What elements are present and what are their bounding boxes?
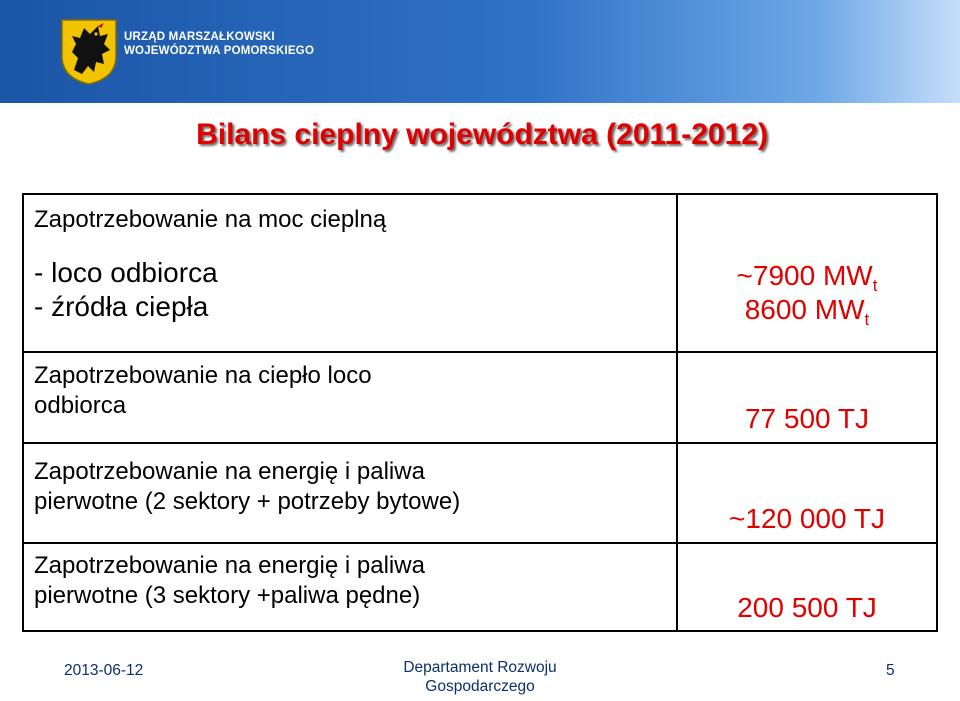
value-unit-subscript: t — [864, 310, 870, 329]
organization-name-line1: URZĄD MARSZAŁKOWSKI — [124, 31, 275, 43]
value-primary-energy-3-sectors: 200 500 TJ — [737, 592, 877, 623]
value-primary-energy-2-sectors: ~120 000 TJ — [729, 503, 885, 534]
row-divider — [24, 442, 936, 444]
footer-department — [390, 658, 570, 696]
value-unit-subscript: t — [872, 276, 878, 295]
row-label-line: Zapotrzebowanie na moc cieplną — [34, 206, 387, 233]
row-label-line: Zapotrzebowanie na energię i paliwa — [34, 552, 425, 579]
value-heat-demand-loco: 77 500 TJ — [744, 403, 870, 434]
row-label-heat-demand-loco — [34, 361, 372, 421]
row-divider — [24, 542, 936, 544]
footer-department-line2: Gospodarczego — [425, 678, 535, 695]
slide-title: Bilans cieplny województwa (2011-2012) — [196, 118, 768, 151]
value-number: 8600 MW — [744, 294, 865, 325]
row-label-heat-power-demand — [34, 205, 386, 324]
value-line — [678, 293, 936, 327]
value-heat-power-demand — [678, 259, 936, 327]
row-label-primary-energy-2-sectors — [34, 457, 460, 517]
organization-name-line2: WOJEWÓDZTWA POMORSKIEGO — [124, 45, 315, 57]
row-label-line: - źródła ciepła — [34, 291, 209, 322]
footer-date: 2013-06-12 — [64, 662, 144, 679]
row-label-line: Zapotrzebowanie na energię i paliwa — [34, 458, 425, 485]
row-label-line: odbiorca — [34, 392, 127, 419]
row-label-line: pierwotne (2 sektory + potrzeby bytowe) — [34, 488, 461, 515]
row-label-primary-energy-3-sectors — [34, 551, 425, 611]
row-divider — [24, 351, 936, 353]
row-label-line: Zapotrzebowanie na ciepło loco — [34, 362, 372, 389]
value-line — [678, 259, 936, 293]
footer-page-number: 5 — [886, 662, 895, 679]
organization-name — [124, 30, 314, 58]
row-label-line: - loco odbiorca — [34, 257, 218, 288]
balance-table — [22, 193, 938, 632]
header-band — [0, 0, 960, 103]
footer-department-line1: Departament Rozwoju — [403, 659, 557, 676]
value-number: ~7900 MW — [736, 260, 873, 291]
griffin-crest-icon — [60, 18, 118, 86]
row-label-line: pierwotne (3 sektory +paliwa pędne) — [34, 582, 421, 609]
